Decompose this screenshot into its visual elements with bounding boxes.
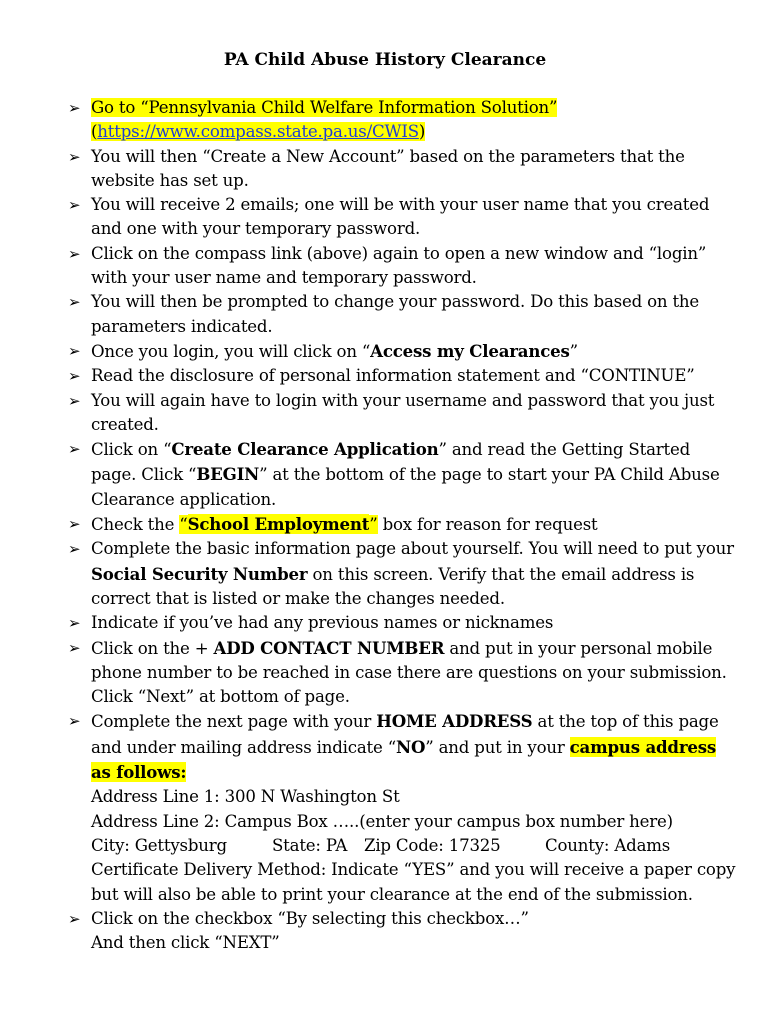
address-line-2: Address Line 2: Campus Box …..(enter your campus box number here)	[91, 811, 673, 831]
page-title: PA Child Abuse History Clearance	[223, 50, 547, 70]
list-item: ➢ Go to “Pennsylvania Child Welfare Information Solution” (https://www.compass.state.pa.us/CWIS)	[68, 98, 558, 142]
arrow-bullet-icon: ➢	[68, 196, 81, 215]
list-item	[66, 193, 736, 242]
arrow-bullet-icon: ➢	[68, 99, 81, 117]
arrow-bullet-icon: ➢	[68, 540, 81, 559]
county-value: County: Adams	[545, 835, 671, 855]
state-value: State: PA	[272, 835, 348, 855]
city-state-zip-line	[91, 834, 736, 858]
home-address-label: HOME ADDRESS	[376, 711, 533, 732]
begin-label: BEGIN	[196, 464, 260, 485]
add-contact-number-label: ADD CONTACT NUMBER	[213, 637, 445, 658]
list-item: ➢ Once you login, you will click on “Access my Clearances”	[66, 339, 736, 364]
list-item: ➢ Complete the basic information page about yourself. You will need to put your Social Security Number on this screen. Verify that the email address is correct that is listed or make the changes needed.	[68, 539, 734, 608]
delivery-method-text: Certificate Delivery Method: Indicate “YES” and you will receive a paper copy but will also be able to print your clearance at the end of the submission.	[91, 860, 736, 904]
arrow-bullet-icon: ➢	[68, 712, 81, 731]
access-clearances-label: Access my Clearances	[370, 340, 570, 361]
arrow-bullet-icon: ➢	[68, 391, 81, 410]
ssn-label: Social Security Number	[91, 563, 308, 584]
step-text: Click on the compass link (above) again to open a new window and “login” with your user name and temporary password.	[91, 243, 707, 288]
no-label: NO	[396, 736, 426, 757]
list-item	[66, 389, 736, 438]
arrow-bullet-icon: ➢	[68, 293, 81, 312]
arrow-bullet-icon: ➢	[68, 638, 81, 657]
list-item	[66, 611, 736, 635]
list-item: ➢ Check the “School Employment” box for reason for request	[66, 512, 736, 537]
list-item: ➢ Click on the + ADD CONTACT NUMBER and put in your personal mobile phone number to be reached in case there are questions on your submission. Click “Next” at bottom of page.	[68, 637, 727, 707]
school-employment-label: School Employment	[187, 514, 370, 535]
create-clearance-label: Create Clearance Application	[171, 439, 439, 460]
arrow-bullet-icon: ➢	[68, 515, 81, 534]
list-item: ➢ Complete the next page with your HOME ADDRESS at the top of this page and under mailing address indicate “NO” and put in your campus address as follows: Address Line 1: 300 N Washington St Address Line 2: Campus Box …..(enter your campus box number here) City: Gettysburg State: PA Zip Code: 17325 County: Adams Certificate Delivery Method: Indicate “YES” and you will receive a paper copy but will also be able to print your clearance at the end of the submission.	[66, 709, 736, 906]
instruction-list	[66, 96, 736, 955]
step-text: Click on the checkbox “By selecting this checkbox…”	[91, 908, 529, 928]
address-line-1: Address Line 1: 300 N Washington St	[91, 787, 400, 807]
zip-value: Zip Code: 17325	[364, 835, 501, 855]
arrow-bullet-icon: ➢	[68, 909, 81, 928]
arrow-bullet-icon: ➢	[68, 341, 81, 360]
step-text: Go to “Pennsylvania Child Welfare Information Solution”	[91, 98, 558, 117]
step-text: You will then be prompted to change your password. Do this based on the parameters indicated.	[91, 292, 700, 336]
city-value: City: Gettysburg	[91, 835, 227, 855]
cwis-link[interactable]: https://www.compass.state.pa.us/CWIS	[97, 122, 419, 142]
list-item	[66, 145, 736, 194]
arrow-bullet-icon: ➢	[68, 440, 81, 459]
step-text: Indicate if you’ve had any previous names or nicknames	[91, 613, 554, 633]
step-text: You will again have to login with your username and password that you just created.	[91, 390, 715, 434]
step-text: You will receive 2 emails; one will be with your user name that you created and one with your temporary password.	[91, 195, 710, 239]
list-item	[66, 907, 736, 956]
list-item	[66, 364, 736, 388]
arrow-bullet-icon: ➢	[68, 367, 81, 386]
campus-address-label: campus address as follows:	[91, 736, 716, 783]
arrow-bullet-icon: ➢	[68, 614, 81, 633]
step-text: You will then “Create a New Account” based on the parameters that the website has set up.	[91, 146, 685, 190]
step-text: And then click “NEXT”	[91, 933, 280, 953]
arrow-bullet-icon: ➢	[68, 244, 81, 263]
list-item	[66, 242, 736, 291]
list-item	[66, 290, 736, 339]
list-item: ➢ Click on “Create Clearance Application” and read the Getting Started page. Click “BEGIN” at the bottom of the page to start your PA Child Abuse Clearance application.	[68, 439, 720, 509]
step-text: Read the disclosure of personal information statement and “CONTINUE”	[91, 366, 695, 386]
arrow-bullet-icon: ➢	[68, 147, 81, 166]
